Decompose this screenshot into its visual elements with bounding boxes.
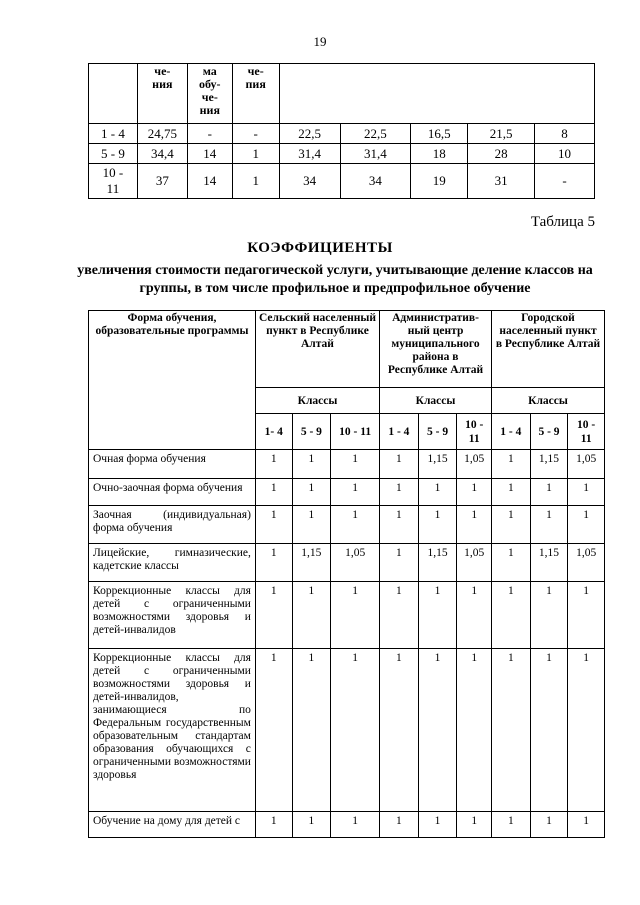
table-row — [89, 649, 605, 812]
value-cell: - — [187, 124, 232, 144]
group-header-rural: Сельский населенный пункт в Республике Алтай — [255, 311, 379, 388]
coefficient-cell: 1 — [418, 649, 457, 812]
table-row — [89, 544, 605, 582]
coefficient-cell: 1 — [568, 812, 605, 838]
form-cell: Заочная (индивидуальная) форма обучения — [89, 506, 256, 544]
coefficient-cell: 1 — [255, 544, 292, 582]
coefficient-cell: 1 — [568, 479, 605, 506]
value-cell: 22,5 — [340, 124, 411, 144]
coefficient-cell: 1 — [380, 812, 419, 838]
table-row — [89, 582, 605, 649]
table-row — [89, 124, 595, 144]
grade-label: 10 - 11 — [568, 414, 605, 450]
coefficient-cell: 1 — [292, 649, 331, 812]
grade-label: 5 - 9 — [418, 414, 457, 450]
value-cell: 37 — [137, 164, 187, 199]
coefficient-cell: 1 — [568, 582, 605, 649]
table-row — [89, 450, 605, 479]
coefficient-cell: 1 — [292, 479, 331, 506]
coefficient-cell: 1,15 — [292, 544, 331, 582]
coefficient-cell: 1 — [457, 582, 492, 649]
form-cell: Коррекционные классы для детей с ограниченными возможностями здоровья и детей-инвалидов, занимающиеся по Федеральным государственным образовательным стандартам образования обучающихся с ограниченными возможностями здоровья — [89, 649, 256, 812]
coefficient-cell: 1 — [292, 812, 331, 838]
form-cell: Лицейские, гимназические, кадетские классы — [89, 544, 256, 582]
value-cell: 31 — [468, 164, 535, 199]
header-cell — [279, 64, 594, 124]
coefficient-cell: 1,15 — [418, 544, 457, 582]
table-row — [89, 144, 595, 164]
coefficient-cell: 1 — [380, 582, 419, 649]
coefficient-cell: 1 — [292, 506, 331, 544]
coefficient-cell: 1 — [530, 582, 568, 649]
coefficient-cell: 1 — [457, 812, 492, 838]
value-cell: - — [535, 164, 595, 199]
table-row — [89, 506, 605, 544]
table-row — [89, 812, 605, 838]
coefficient-cell: 1 — [331, 506, 380, 544]
coefficients-table — [88, 310, 605, 838]
value-cell: - — [232, 124, 279, 144]
coefficient-cell: 1 — [418, 506, 457, 544]
coefficient-cell: 1 — [331, 450, 380, 479]
form-cell: Очно-заочная форма обучения — [89, 479, 256, 506]
classes-label: Классы — [255, 388, 379, 414]
coefficient-cell: 1,05 — [568, 544, 605, 582]
grade-label: 5 - 9 — [530, 414, 568, 450]
value-cell: 31,4 — [340, 144, 411, 164]
table-label: Таблица 5 — [530, 214, 595, 230]
coefficient-cell: 1 — [491, 649, 530, 812]
header-cell — [89, 64, 138, 124]
grade-label: 5 - 9 — [292, 414, 331, 450]
header-cell: ма обу- че- ния — [187, 64, 232, 124]
form-column-header: Форма обучения, образовательные программы — [89, 311, 256, 450]
grade-label: 10 - 11 — [331, 414, 380, 450]
coefficient-cell: 1 — [457, 506, 492, 544]
form-cell: Обучение на дому для детей с — [89, 812, 256, 838]
value-cell: 22,5 — [279, 124, 340, 144]
coefficient-cell: 1 — [331, 479, 380, 506]
coefficient-cell: 1 — [255, 582, 292, 649]
coefficient-cell: 1,15 — [418, 450, 457, 479]
coefficient-cell: 1 — [255, 450, 292, 479]
coefficient-cell: 1 — [457, 649, 492, 812]
value-cell: 34,4 — [137, 144, 187, 164]
coefficient-cell: 1 — [255, 812, 292, 838]
coefficient-cell: 1 — [418, 812, 457, 838]
grade-label: 1- 4 — [255, 414, 292, 450]
document-title: КОЭФФИЦИЕНТЫ — [247, 240, 393, 256]
coefficient-cell: 1 — [530, 506, 568, 544]
grade-range-cell: 1 - 4 — [89, 124, 138, 144]
coefficient-cell: 1 — [255, 479, 292, 506]
header-cell: че- ния — [137, 64, 187, 124]
coefficient-cell: 1 — [530, 812, 568, 838]
coefficient-cell: 1 — [568, 649, 605, 812]
coefficient-cell: 1 — [491, 812, 530, 838]
coefficient-cell: 1 — [331, 649, 380, 812]
grade-range-cell: 10 - 11 — [89, 164, 138, 199]
coefficient-cell: 1,15 — [530, 544, 568, 582]
document-subtitle: увеличения стоимости педагогической услуги, учитывающие деление классов на группы, в том числе профильное и предпрофильное обучение — [77, 263, 593, 296]
value-cell: 14 — [187, 164, 232, 199]
value-cell: 28 — [468, 144, 535, 164]
form-cell: Очная форма обучения — [89, 450, 256, 479]
coefficient-cell: 1 — [457, 479, 492, 506]
value-cell: 1 — [232, 144, 279, 164]
value-cell: 34 — [279, 164, 340, 199]
classes-label: Классы — [380, 388, 492, 414]
coefficient-cell: 1 — [380, 479, 419, 506]
coefficient-cell: 1 — [491, 450, 530, 479]
coefficient-cell: 1 — [380, 450, 419, 479]
coefficient-cell: 1 — [380, 506, 419, 544]
coefficient-cell: 1 — [292, 582, 331, 649]
value-cell: 18 — [411, 144, 468, 164]
coefficient-cell: 1,05 — [568, 450, 605, 479]
coefficient-cell: 1 — [380, 544, 419, 582]
coefficient-cell: 1 — [418, 582, 457, 649]
value-cell: 21,5 — [468, 124, 535, 144]
coefficient-cell: 1 — [255, 506, 292, 544]
coefficient-cell: 1,05 — [457, 544, 492, 582]
coefficient-cell: 1,15 — [530, 450, 568, 479]
grade-label: 1 - 4 — [380, 414, 419, 450]
value-cell: 1 — [232, 164, 279, 199]
coefficient-cell: 1 — [292, 450, 331, 479]
form-cell: Коррекционные классы для детей с ограниченными возможностями здоровья и детей-инвалидов — [89, 582, 256, 649]
coefficient-cell: 1 — [491, 544, 530, 582]
coefficient-cell: 1,05 — [457, 450, 492, 479]
coefficient-cell: 1 — [530, 649, 568, 812]
grade-label: 1 - 4 — [491, 414, 530, 450]
group-header-urban: Городской населенный пункт в Республике Алтай — [491, 311, 604, 388]
table-header-row — [89, 64, 595, 124]
value-cell: 10 — [535, 144, 595, 164]
group-header-admin-center: Административ-ный центр муниципального района в Республике Алтай — [380, 311, 492, 388]
value-cell: 8 — [535, 124, 595, 144]
coefficient-cell: 1 — [331, 812, 380, 838]
table-row — [89, 479, 605, 506]
coefficient-cell: 1 — [380, 649, 419, 812]
coefficient-cell: 1 — [530, 479, 568, 506]
coefficient-cell: 1 — [418, 479, 457, 506]
value-cell: 19 — [411, 164, 468, 199]
coefficient-cell: 1 — [491, 479, 530, 506]
page-number: 19 — [313, 34, 327, 49]
table-row — [89, 164, 595, 199]
coefficient-cell: 1 — [255, 649, 292, 812]
coefficient-cell: 1 — [491, 506, 530, 544]
continuation-table — [88, 63, 595, 199]
coefficient-cell: 1 — [568, 506, 605, 544]
coefficient-cell: 1 — [331, 582, 380, 649]
header-cell: че- пия — [232, 64, 279, 124]
classes-label: Классы — [491, 388, 604, 414]
group-header-row — [89, 311, 605, 388]
value-cell: 14 — [187, 144, 232, 164]
value-cell: 34 — [340, 164, 411, 199]
value-cell: 31,4 — [279, 144, 340, 164]
grade-range-cell: 5 - 9 — [89, 144, 138, 164]
value-cell: 24,75 — [137, 124, 187, 144]
value-cell: 16,5 — [411, 124, 468, 144]
grade-label: 10 - 11 — [457, 414, 492, 450]
coefficient-cell: 1,05 — [331, 544, 380, 582]
coefficient-cell: 1 — [491, 582, 530, 649]
